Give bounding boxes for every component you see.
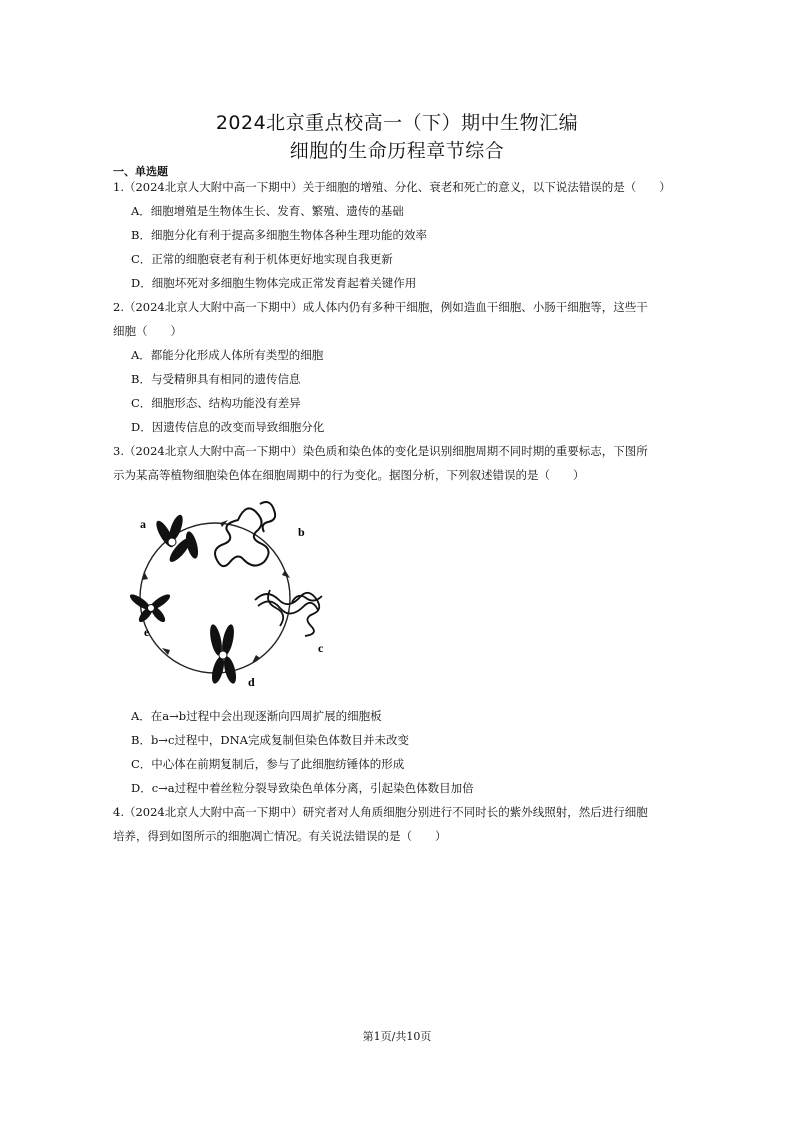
label-c: c xyxy=(318,641,324,655)
cell-cycle-chromosome-diagram xyxy=(120,490,350,695)
question-2-option-d: D．因遗传信息的改变而导致细胞分化 xyxy=(131,420,325,434)
question-1-option-d: D．细胞坏死对多细胞生物体完成正常发育起着关键作用 xyxy=(131,276,417,290)
question-1-option-b: B．细胞分化有利于提高多细胞生物体各种生理功能的效率 xyxy=(131,228,427,242)
question-2-option-a: A．都能分化形成人体所有类型的细胞 xyxy=(131,348,324,362)
chromatin-b xyxy=(215,502,275,566)
question-3-option-d: D．c→a过程中着丝粒分裂导致染色单体分离，引起染色体数目加倍 xyxy=(131,781,474,795)
document-title: 2024北京重点校高一（下）期中生物汇编 xyxy=(215,112,579,134)
question-1-option-a: A．细胞增殖是生物体生长、发育、繁殖、遗传的基础 xyxy=(131,204,404,218)
question-3-stem-line-2: 示为某高等植物细胞染色体在细胞周期中的行为变化。据图分析，下列叙述错误的是（ ） xyxy=(113,468,585,482)
arrow-b-to-c xyxy=(282,570,290,578)
question-4-stem-line-1: 4.（2024北京人大附中高一下期中）研究者对人角质细胞分别进行不同时长的紫外线照射，然后进行细胞 xyxy=(113,805,648,819)
chromosome-e xyxy=(128,592,172,624)
chromosome-a xyxy=(153,513,200,565)
question-2-stem-line-1: 2.（2024北京人大附中高一下期中）成人体内仍有多种干细胞，例如造血干细胞、小肠干细胞等，这些干 xyxy=(113,300,648,314)
label-e: e xyxy=(144,625,150,639)
label-a: a xyxy=(140,517,146,531)
question-2-stem-line-2: 细胞（ ） xyxy=(113,324,182,338)
question-3-option-b: B．b→c过程中，DNA完成复制但染色体数目并未改变 xyxy=(131,733,409,747)
chromatin-c xyxy=(255,590,322,636)
label-b: b xyxy=(298,525,305,539)
chromosome-d xyxy=(208,623,239,685)
question-4-stem-line-2: 培养，得到如图所示的细胞凋亡情况。有关说法错误的是（ ） xyxy=(113,829,447,843)
page-footer: 第1页/共10页 xyxy=(362,1030,432,1043)
section-heading: 一、单选题 xyxy=(113,165,168,178)
question-3-stem-line-1: 3.（2024北京人大附中高一下期中）染色质和染色体的变化是识别细胞周期不同时期的重要标志，下图所 xyxy=(113,444,648,458)
question-2-option-b: B．与受精卵具有相同的遗传信息 xyxy=(131,372,301,386)
question-1-option-c: C．正常的细胞衰老有利于机体更好地实现自我更新 xyxy=(131,252,393,266)
document-subtitle: 细胞的生命历程章节综合 xyxy=(289,140,505,162)
question-3-option-a: A．在a→b过程中会出现逐渐向四周扩展的细胞板 xyxy=(131,709,382,723)
question-1-stem: 1.（2024北京人大附中高一下期中）关于细胞的增殖、分化、衰老和死亡的意义，以下说法错误的是（ ） xyxy=(113,180,671,194)
question-2-option-c: C．细胞形态、结构功能没有差异 xyxy=(131,396,301,410)
label-d: d xyxy=(248,675,255,689)
question-3-option-c: C．中心体在前期复制后，参与了此细胞纺锤体的形成 xyxy=(131,757,405,771)
